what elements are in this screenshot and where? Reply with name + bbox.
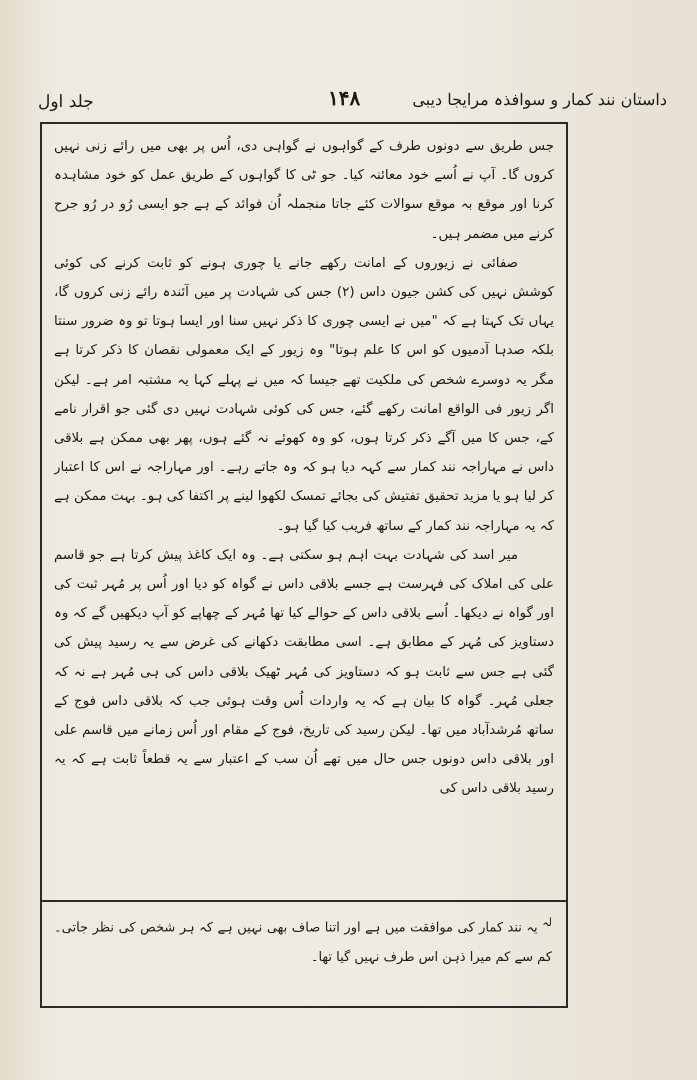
volume-label: جلد اول bbox=[38, 92, 94, 112]
page-number: ۱۴۸ bbox=[328, 86, 361, 110]
footnote-marker: لہ bbox=[542, 916, 552, 929]
paragraph-2: صفائی نے زیوروں کے امانت رکھے جانے یا چوری ہونے کو ثابت کرنے کی کوئی کوشش نہیں کی کشن جیون داس (۲) جس کی شہادت پر میں آئندہ رائے زنی کروں گا، یہاں تک کہتا ہے کہ "میں نے ایسی چوری کا ذکر نہیں سنا اور ایسا ہوتا تو وہ ضرور سنتا بلکہ صدہا آدمیوں کو اس کا علم ہوتا" وہ زیور کے ایک معمولی نقصان کا ذکر کرتا ہے مگر یہ دوسرے شخص کی ملکیت تھے جیسا کہ میں نے پہلے کہا یہ مشتبہ امر ہے۔ لیکن اگر زیور فی الواقع امانت رکھے گئے، جس کی کوئی شہادت نہیں دی گئی جو اقرار نامے کے، جس کا میں آگے ذکر کرتا ہوں، کو وہ کھوئے نہ گئے ہوں، پھر بھی ممکن ہے بلاقی داس نے مہاراجہ نند کمار سے کہہ دیا ہو کہ وہ جاتے رہے۔ اور مہاراجہ نے اس کا اعتبار کر لیا ہو یا مزید تحقیق تفتیش کی بجائے تمسک لکھوا لینے پر اکتفا کی ہو۔ بہت ممکن ہے کہ یہ مہاراجہ نند کمار کے ساتھ فریب کیا گیا ہو۔ bbox=[54, 255, 554, 534]
main-text bbox=[54, 132, 554, 894]
book-title: داستان نند کمار و سوافذہ مرایجا دیبی bbox=[412, 90, 667, 109]
footnote bbox=[54, 908, 552, 1002]
paragraph-3: میر اسد کی شہادت بہت اہم ہو سکتی ہے۔ وہ ایک کاغذ پیش کرتا ہے جو قاسم علی کی املاک کی فہرست ہے جسے بلاقی داس نے گواہ کو دیا اور اُس پر مُہر ثبت کی اور گواہ نے دیکھا۔ اُسے بلاقی داس کے حوالے کیا تھا مُہر کے چھاپے کو آپ دیکھیں گے کہ وہ دستاویز کی مُہر کے مطابق ہے۔ اسی مطابقت دکھانے کی غرض سے یہ رسید پیش کی گئی ہے جس سے ثابت ہو کہ دستاویز کی مُہر ٹھیک بلاقی داس کی ہی مُہر ہے نہ کہ جعلی مُہر۔ گواہ کا بیان ہے کہ یہ واردات اُس وقت ہوئی جب کہ بلاقی داس فوج کے ساتھ مُرشدآباد میں تھا۔ لیکن رسید کی تاریخ، فوج کے مقام اور اُس زمانے میں قاسم علی اور بلاقی داس دونوں جس حال میں تھے اُن سب کے اعتبار سے یہ قطعاً ثابت ہے کہ یہ رسید بلاقی داس کی bbox=[54, 547, 554, 797]
text-frame bbox=[40, 122, 568, 1008]
paragraph-1: جس طریق سے دونوں طرف کے گواہوں نے گواہی دی، اُس پر بھی میں رائے زنی نہیں کروں گا۔ آپ نے اُسے خود معائنہ کیا۔ جو ٹی کا گواہوں کے طریق عمل کو خود مشاہدہ کرنا اور موقع بہ موقع سوالات کئے جاتا منجملہ اُن فوائد کے ہے جو ایسی رُو در رُو جرح کرنے میں مضمر ہیں۔ bbox=[54, 139, 554, 242]
running-header bbox=[38, 86, 667, 118]
footnote-divider bbox=[42, 900, 566, 902]
footnote-text: یہ نند کمار کی موافقت میں ہے اور اتنا صاف بھی نہیں ہے کہ ہر شخص کی نظر جاتی۔ کم سے کم میرا ذہن اس طرف نہیں گیا تھا۔ bbox=[54, 920, 552, 966]
